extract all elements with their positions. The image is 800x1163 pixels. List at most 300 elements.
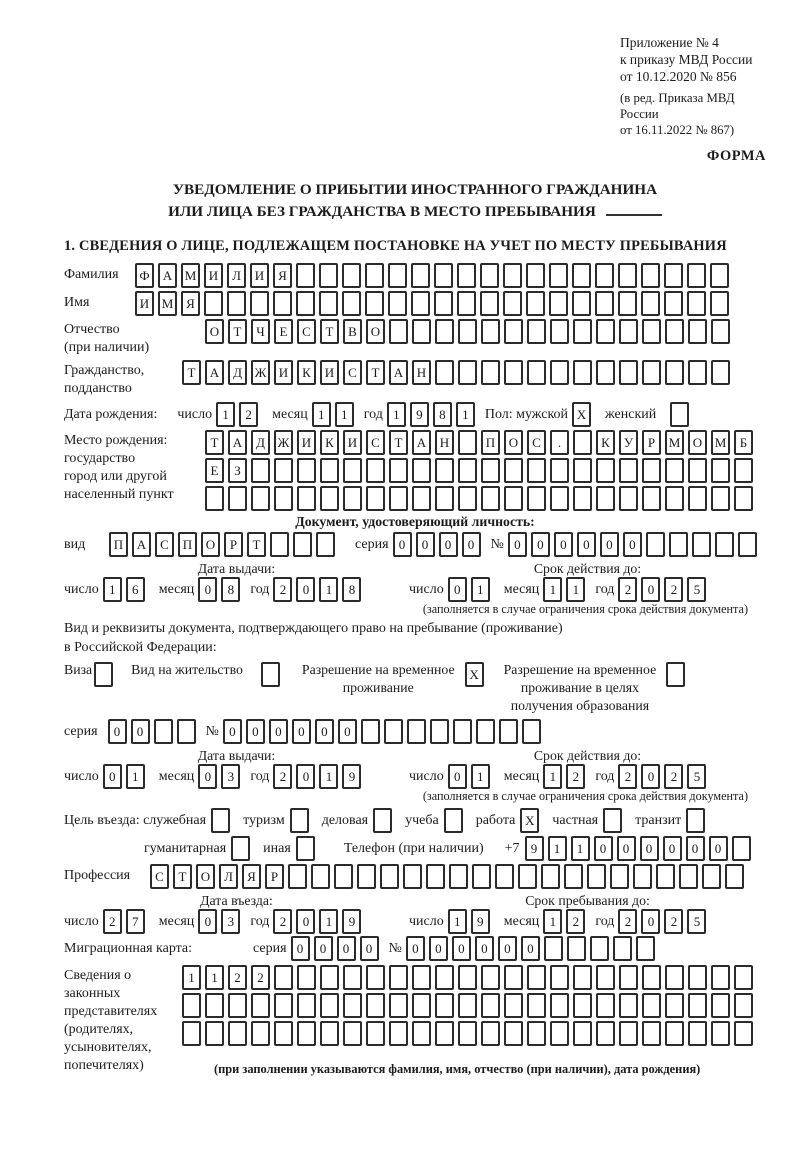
char-cell[interactable]	[573, 486, 592, 511]
char-cell[interactable]: Т	[320, 319, 339, 344]
char-cell[interactable]	[665, 319, 684, 344]
char-cell[interactable]	[642, 1021, 661, 1046]
char-cell[interactable]	[412, 319, 431, 344]
char-cell[interactable]	[573, 319, 592, 344]
char-cell[interactable]	[665, 458, 684, 483]
char-cell[interactable]	[527, 360, 546, 385]
char-cell[interactable]	[688, 360, 707, 385]
char-cell[interactable]	[320, 965, 339, 990]
char-cell[interactable]	[573, 1021, 592, 1046]
char-cell[interactable]: 0	[416, 532, 435, 557]
char-cell[interactable]: 1	[387, 402, 406, 427]
char-cell[interactable]	[567, 936, 586, 961]
char-cell[interactable]: 0	[429, 936, 448, 961]
char-cell[interactable]	[688, 965, 707, 990]
char-cell[interactable]: 2	[273, 764, 292, 789]
phone-digit-cell[interactable]: 0	[709, 836, 728, 861]
char-cell[interactable]: С	[297, 319, 316, 344]
char-cell[interactable]: 2	[103, 909, 122, 934]
char-cell[interactable]	[573, 458, 592, 483]
char-cell[interactable]	[458, 486, 477, 511]
char-cell[interactable]	[734, 486, 753, 511]
char-cell[interactable]	[503, 263, 522, 288]
char-cell[interactable]	[619, 1021, 638, 1046]
char-cell[interactable]	[688, 458, 707, 483]
char-cell[interactable]: 5	[687, 577, 706, 602]
char-cell[interactable]	[664, 291, 683, 316]
char-cell[interactable]	[388, 263, 407, 288]
char-cell[interactable]	[458, 965, 477, 990]
char-cell[interactable]	[550, 319, 569, 344]
char-cell[interactable]	[334, 864, 353, 889]
char-cell[interactable]: 1	[126, 764, 145, 789]
char-cell[interactable]	[250, 291, 269, 316]
char-cell[interactable]: 1	[319, 909, 338, 934]
char-cell[interactable]: Я	[181, 291, 200, 316]
char-cell[interactable]	[366, 993, 385, 1018]
char-cell[interactable]	[550, 360, 569, 385]
char-cell[interactable]	[481, 458, 500, 483]
char-cell[interactable]	[384, 719, 403, 744]
char-cell[interactable]: 1	[335, 402, 354, 427]
visa-checkbox[interactable]	[94, 662, 113, 687]
char-cell[interactable]	[642, 360, 661, 385]
char-cell[interactable]	[527, 1021, 546, 1046]
char-cell[interactable]	[665, 993, 684, 1018]
char-cell[interactable]	[618, 263, 637, 288]
char-cell[interactable]: 0	[406, 936, 425, 961]
char-cell[interactable]	[296, 291, 315, 316]
char-cell[interactable]	[572, 263, 591, 288]
char-cell[interactable]	[227, 291, 246, 316]
char-cell[interactable]	[619, 486, 638, 511]
char-cell[interactable]	[389, 458, 408, 483]
char-cell[interactable]	[596, 1021, 615, 1046]
char-cell[interactable]	[595, 263, 614, 288]
char-cell[interactable]	[665, 1021, 684, 1046]
char-cell[interactable]	[619, 360, 638, 385]
char-cell[interactable]	[319, 263, 338, 288]
char-cell[interactable]: 1	[103, 577, 122, 602]
char-cell[interactable]	[458, 430, 477, 455]
char-cell[interactable]: 1	[471, 577, 490, 602]
char-cell[interactable]: 0	[531, 532, 550, 557]
char-cell[interactable]: 2	[228, 965, 247, 990]
char-cell[interactable]	[343, 993, 362, 1018]
phone-digit-cell[interactable]: 0	[686, 836, 705, 861]
char-cell[interactable]: А	[389, 360, 408, 385]
char-cell[interactable]	[596, 965, 615, 990]
char-cell[interactable]	[472, 864, 491, 889]
char-cell[interactable]	[412, 993, 431, 1018]
char-cell[interactable]	[504, 993, 523, 1018]
char-cell[interactable]	[633, 864, 652, 889]
char-cell[interactable]	[435, 319, 454, 344]
char-cell[interactable]	[550, 965, 569, 990]
char-cell[interactable]	[550, 458, 569, 483]
char-cell[interactable]: 1	[566, 577, 585, 602]
char-cell[interactable]	[343, 1021, 362, 1046]
char-cell[interactable]: С	[527, 430, 546, 455]
char-cell[interactable]: Н	[435, 430, 454, 455]
char-cell[interactable]	[205, 1021, 224, 1046]
char-cell[interactable]: 2	[664, 909, 683, 934]
residence-permit-checkbox[interactable]	[261, 662, 280, 687]
char-cell[interactable]	[412, 965, 431, 990]
char-cell[interactable]	[411, 291, 430, 316]
char-cell[interactable]	[522, 719, 541, 744]
char-cell[interactable]	[251, 486, 270, 511]
char-cell[interactable]: 2	[273, 909, 292, 934]
char-cell[interactable]	[669, 532, 688, 557]
char-cell[interactable]: 0	[246, 719, 265, 744]
char-cell[interactable]	[527, 486, 546, 511]
char-cell[interactable]	[251, 993, 270, 1018]
char-cell[interactable]: 0	[296, 764, 315, 789]
char-cell[interactable]	[430, 719, 449, 744]
char-cell[interactable]	[228, 486, 247, 511]
char-cell[interactable]	[642, 486, 661, 511]
char-cell[interactable]	[449, 864, 468, 889]
char-cell[interactable]	[595, 291, 614, 316]
char-cell[interactable]: П	[178, 532, 197, 557]
char-cell[interactable]	[550, 1021, 569, 1046]
char-cell[interactable]: О	[688, 430, 707, 455]
char-cell[interactable]	[618, 291, 637, 316]
char-cell[interactable]: 7	[126, 909, 145, 934]
char-cell[interactable]: 9	[342, 909, 361, 934]
char-cell[interactable]	[642, 993, 661, 1018]
char-cell[interactable]: Р	[224, 532, 243, 557]
char-cell[interactable]	[711, 993, 730, 1018]
char-cell[interactable]: 8	[221, 577, 240, 602]
char-cell[interactable]: К	[320, 430, 339, 455]
char-cell[interactable]	[641, 263, 660, 288]
char-cell[interactable]	[734, 458, 753, 483]
char-cell[interactable]: Я	[242, 864, 261, 889]
char-cell[interactable]	[664, 263, 683, 288]
char-cell[interactable]: Р	[642, 430, 661, 455]
char-cell[interactable]: И	[343, 430, 362, 455]
char-cell[interactable]	[499, 719, 518, 744]
char-cell[interactable]	[687, 291, 706, 316]
char-cell[interactable]	[610, 864, 629, 889]
char-cell[interactable]: Я	[273, 263, 292, 288]
char-cell[interactable]	[388, 291, 407, 316]
char-cell[interactable]	[435, 486, 454, 511]
char-cell[interactable]	[296, 263, 315, 288]
char-cell[interactable]	[619, 458, 638, 483]
char-cell[interactable]: 3	[221, 909, 240, 934]
char-cell[interactable]: 1	[319, 577, 338, 602]
char-cell[interactable]: 2	[664, 577, 683, 602]
char-cell[interactable]: А	[205, 360, 224, 385]
char-cell[interactable]	[687, 263, 706, 288]
phone-digit-cell[interactable]: 0	[617, 836, 636, 861]
char-cell[interactable]: Р	[265, 864, 284, 889]
char-cell[interactable]	[642, 319, 661, 344]
char-cell[interactable]: 0	[198, 764, 217, 789]
char-cell[interactable]: 0	[198, 577, 217, 602]
char-cell[interactable]: 3	[221, 764, 240, 789]
char-cell[interactable]: 1	[448, 909, 467, 934]
char-cell[interactable]	[274, 486, 293, 511]
other-purpose-checkbox[interactable]	[296, 836, 315, 861]
char-cell[interactable]	[273, 291, 292, 316]
business-checkbox[interactable]	[373, 808, 392, 833]
char-cell[interactable]	[734, 1021, 753, 1046]
char-cell[interactable]: 0	[296, 909, 315, 934]
char-cell[interactable]	[435, 993, 454, 1018]
char-cell[interactable]: 0	[641, 764, 660, 789]
char-cell[interactable]: 0	[462, 532, 481, 557]
char-cell[interactable]	[177, 719, 196, 744]
char-cell[interactable]: З	[228, 458, 247, 483]
char-cell[interactable]	[636, 936, 655, 961]
char-cell[interactable]	[204, 291, 223, 316]
char-cell[interactable]: О	[366, 319, 385, 344]
char-cell[interactable]	[297, 993, 316, 1018]
char-cell[interactable]	[453, 719, 472, 744]
study-checkbox[interactable]	[444, 808, 463, 833]
char-cell[interactable]	[573, 965, 592, 990]
char-cell[interactable]	[343, 965, 362, 990]
char-cell[interactable]	[549, 263, 568, 288]
char-cell[interactable]	[343, 458, 362, 483]
char-cell[interactable]	[319, 291, 338, 316]
char-cell[interactable]: Ч	[251, 319, 270, 344]
char-cell[interactable]: 0	[641, 909, 660, 934]
char-cell[interactable]: М	[665, 430, 684, 455]
char-cell[interactable]	[251, 458, 270, 483]
char-cell[interactable]	[711, 486, 730, 511]
char-cell[interactable]	[366, 965, 385, 990]
char-cell[interactable]	[320, 1021, 339, 1046]
char-cell[interactable]: 0	[103, 764, 122, 789]
char-cell[interactable]	[481, 319, 500, 344]
char-cell[interactable]: 1	[205, 965, 224, 990]
char-cell[interactable]	[527, 458, 546, 483]
char-cell[interactable]	[541, 864, 560, 889]
char-cell[interactable]: 0	[314, 936, 333, 961]
char-cell[interactable]	[642, 458, 661, 483]
char-cell[interactable]	[734, 965, 753, 990]
char-cell[interactable]: П	[109, 532, 128, 557]
char-cell[interactable]	[288, 864, 307, 889]
char-cell[interactable]	[738, 532, 757, 557]
char-cell[interactable]	[389, 486, 408, 511]
tourism-checkbox[interactable]	[290, 808, 309, 833]
char-cell[interactable]: И	[297, 430, 316, 455]
char-cell[interactable]: 6	[126, 577, 145, 602]
char-cell[interactable]	[297, 1021, 316, 1046]
char-cell[interactable]: 2	[239, 402, 258, 427]
char-cell[interactable]	[366, 458, 385, 483]
char-cell[interactable]	[403, 864, 422, 889]
char-cell[interactable]: 5	[687, 764, 706, 789]
char-cell[interactable]: 0	[448, 577, 467, 602]
char-cell[interactable]: 0	[521, 936, 540, 961]
char-cell[interactable]: 9	[471, 909, 490, 934]
char-cell[interactable]	[481, 993, 500, 1018]
char-cell[interactable]	[504, 458, 523, 483]
char-cell[interactable]	[481, 360, 500, 385]
char-cell[interactable]	[734, 993, 753, 1018]
char-cell[interactable]: Ж	[274, 430, 293, 455]
char-cell[interactable]: 0	[269, 719, 288, 744]
char-cell[interactable]: 1	[319, 764, 338, 789]
char-cell[interactable]	[656, 864, 675, 889]
char-cell[interactable]	[411, 263, 430, 288]
char-cell[interactable]	[665, 965, 684, 990]
char-cell[interactable]	[389, 319, 408, 344]
char-cell[interactable]	[587, 864, 606, 889]
char-cell[interactable]	[480, 291, 499, 316]
char-cell[interactable]: 0	[600, 532, 619, 557]
char-cell[interactable]	[458, 1021, 477, 1046]
char-cell[interactable]	[590, 936, 609, 961]
char-cell[interactable]: И	[204, 263, 223, 288]
char-cell[interactable]: 0	[292, 719, 311, 744]
char-cell[interactable]: О	[504, 430, 523, 455]
char-cell[interactable]	[274, 993, 293, 1018]
char-cell[interactable]	[710, 291, 729, 316]
phone-digit-cell[interactable]: 0	[640, 836, 659, 861]
char-cell[interactable]	[688, 1021, 707, 1046]
char-cell[interactable]: И	[274, 360, 293, 385]
phone-digit-cell[interactable]: 1	[571, 836, 590, 861]
char-cell[interactable]	[504, 965, 523, 990]
char-cell[interactable]: 0	[393, 532, 412, 557]
char-cell[interactable]	[725, 864, 744, 889]
char-cell[interactable]: 0	[296, 577, 315, 602]
char-cell[interactable]	[619, 319, 638, 344]
char-cell[interactable]	[596, 319, 615, 344]
char-cell[interactable]	[688, 993, 707, 1018]
char-cell[interactable]: 0	[452, 936, 471, 961]
char-cell[interactable]	[228, 993, 247, 1018]
char-cell[interactable]: .	[550, 430, 569, 455]
char-cell[interactable]	[503, 291, 522, 316]
char-cell[interactable]: Т	[205, 430, 224, 455]
char-cell[interactable]	[710, 263, 729, 288]
char-cell[interactable]	[228, 1021, 247, 1046]
char-cell[interactable]: 1	[456, 402, 475, 427]
char-cell[interactable]	[573, 360, 592, 385]
phone-digit-cell[interactable]: 1	[548, 836, 567, 861]
char-cell[interactable]	[527, 993, 546, 1018]
char-cell[interactable]	[481, 486, 500, 511]
char-cell[interactable]: 8	[433, 402, 452, 427]
char-cell[interactable]: П	[481, 430, 500, 455]
char-cell[interactable]	[274, 1021, 293, 1046]
char-cell[interactable]	[435, 965, 454, 990]
char-cell[interactable]	[458, 458, 477, 483]
char-cell[interactable]: И	[250, 263, 269, 288]
char-cell[interactable]	[366, 486, 385, 511]
char-cell[interactable]	[457, 263, 476, 288]
char-cell[interactable]	[389, 965, 408, 990]
char-cell[interactable]: Т	[247, 532, 266, 557]
char-cell[interactable]	[526, 263, 545, 288]
char-cell[interactable]: Ф	[135, 263, 154, 288]
char-cell[interactable]	[476, 719, 495, 744]
char-cell[interactable]	[527, 319, 546, 344]
char-cell[interactable]	[458, 319, 477, 344]
official-checkbox[interactable]	[211, 808, 230, 833]
char-cell[interactable]: М	[711, 430, 730, 455]
char-cell[interactable]: К	[596, 430, 615, 455]
char-cell[interactable]: Б	[734, 430, 753, 455]
char-cell[interactable]	[646, 532, 665, 557]
char-cell[interactable]: 0	[475, 936, 494, 961]
char-cell[interactable]	[274, 458, 293, 483]
phone-digit-cell[interactable]: 0	[594, 836, 613, 861]
char-cell[interactable]	[564, 864, 583, 889]
char-cell[interactable]: Н	[412, 360, 431, 385]
char-cell[interactable]	[458, 360, 477, 385]
char-cell[interactable]	[550, 993, 569, 1018]
phone-digit-cell[interactable]	[732, 836, 751, 861]
char-cell[interactable]	[692, 532, 711, 557]
char-cell[interactable]	[504, 360, 523, 385]
char-cell[interactable]: 2	[618, 909, 637, 934]
char-cell[interactable]: 1	[543, 577, 562, 602]
char-cell[interactable]: 1	[312, 402, 331, 427]
char-cell[interactable]	[481, 965, 500, 990]
char-cell[interactable]	[320, 993, 339, 1018]
char-cell[interactable]: 0	[554, 532, 573, 557]
char-cell[interactable]	[641, 291, 660, 316]
char-cell[interactable]	[596, 360, 615, 385]
char-cell[interactable]: О	[205, 319, 224, 344]
char-cell[interactable]: А	[132, 532, 151, 557]
char-cell[interactable]: 0	[360, 936, 379, 961]
char-cell[interactable]: 2	[273, 577, 292, 602]
char-cell[interactable]	[182, 1021, 201, 1046]
char-cell[interactable]: Ж	[251, 360, 270, 385]
char-cell[interactable]	[457, 291, 476, 316]
char-cell[interactable]	[434, 263, 453, 288]
char-cell[interactable]	[297, 486, 316, 511]
char-cell[interactable]	[642, 965, 661, 990]
char-cell[interactable]: 0	[623, 532, 642, 557]
char-cell[interactable]: 5	[687, 909, 706, 934]
char-cell[interactable]: Т	[389, 430, 408, 455]
char-cell[interactable]: 1	[543, 764, 562, 789]
char-cell[interactable]	[518, 864, 537, 889]
char-cell[interactable]	[365, 291, 384, 316]
temp-residence-permit-checkbox[interactable]: X	[465, 662, 484, 687]
char-cell[interactable]: И	[135, 291, 154, 316]
char-cell[interactable]	[688, 319, 707, 344]
char-cell[interactable]	[458, 993, 477, 1018]
char-cell[interactable]: С	[343, 360, 362, 385]
char-cell[interactable]	[320, 458, 339, 483]
char-cell[interactable]: Д	[228, 360, 247, 385]
char-cell[interactable]	[665, 360, 684, 385]
work-checkbox[interactable]: X	[520, 808, 539, 833]
char-cell[interactable]	[480, 263, 499, 288]
transit-checkbox[interactable]	[686, 808, 705, 833]
char-cell[interactable]: О	[201, 532, 220, 557]
char-cell[interactable]	[526, 291, 545, 316]
char-cell[interactable]	[251, 1021, 270, 1046]
char-cell[interactable]: 2	[566, 909, 585, 934]
female-checkbox[interactable]	[670, 402, 689, 427]
char-cell[interactable]: 9	[410, 402, 429, 427]
char-cell[interactable]	[504, 486, 523, 511]
